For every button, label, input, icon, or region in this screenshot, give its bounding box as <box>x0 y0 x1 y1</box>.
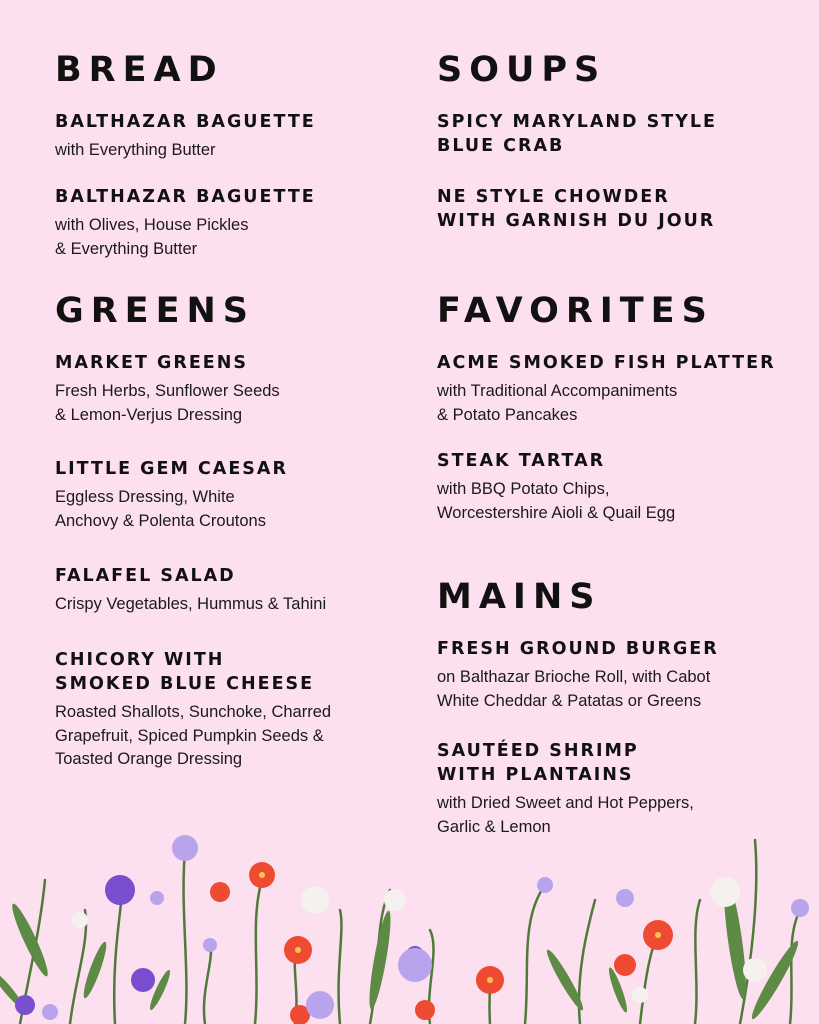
menu-item <box>437 185 807 233</box>
menu-item-description: Roasted Shallots, Sunchoke, Charred Grapefruit, Spiced Pumpkin Seeds & Toasted Orange Dressing <box>55 703 332 768</box>
menu-item-description: on Balthazar Brioche Roll, with Cabot White Cheddar & Patatas or Greens <box>437 668 711 710</box>
menu-item-name: ACME SMOKED FISH PLATTER <box>437 353 776 373</box>
section-title-mains: MAINS <box>437 577 602 617</box>
menu-item <box>55 457 405 533</box>
menu-item <box>55 351 405 427</box>
menu-item <box>55 648 405 772</box>
section-title-greens: GREENS <box>55 291 255 331</box>
menu-item-description: with BBQ Potato Chips, Worcestershire Aioli & Quail Egg <box>437 480 676 522</box>
menu-item-name: FRESH GROUND BURGER <box>437 639 719 659</box>
menu-item <box>55 110 405 163</box>
menu-item <box>437 110 807 158</box>
menu-item <box>55 564 405 617</box>
menu-item-description: Crispy Vegetables, Hummus & Tahini <box>55 595 327 613</box>
menu-item <box>437 637 807 713</box>
menu-item-name: LITTLE GEM CAESAR <box>55 459 288 479</box>
menu-item-description: Eggless Dressing, White Anchovy & Polenta Croutons <box>55 488 266 530</box>
menu-item-description: with Olives, House Pickles & Everything Butter <box>55 216 249 258</box>
menu-item-name: BALTHAZAR BAGUETTE <box>55 112 316 132</box>
wildflower-border-icon <box>0 820 819 1024</box>
menu-item-name: BALTHAZAR BAGUETTE <box>55 187 316 207</box>
menu-item <box>55 185 405 261</box>
menu-item-description: with Dried Sweet and Hot Peppers, Garlic & Lemon <box>437 794 694 836</box>
section-title-soups: SOUPS <box>437 50 607 90</box>
menu-item <box>437 351 807 427</box>
menu-item-description: with Everything Butter <box>55 141 216 159</box>
menu-item-name: SAUTÉED SHRIMP WITH PLANTAINS <box>437 741 639 785</box>
menu-item-name: MARKET GREENS <box>55 353 248 373</box>
menu-item <box>437 449 807 525</box>
menu-item-description: with Traditional Accompaniments & Potato Pancakes <box>437 382 678 424</box>
section-title-bread: BREAD <box>55 50 224 90</box>
menu-item-name: FALAFEL SALAD <box>55 566 236 586</box>
menu-item-name: NE STYLE CHOWDER WITH GARNISH DU JOUR <box>437 187 716 231</box>
menu-item-name: CHICORY WITH SMOKED BLUE CHEESE <box>55 650 315 694</box>
menu-item-name: SPICY MARYLAND STYLE BLUE CRAB <box>437 112 717 156</box>
section-title-favorites: FAVORITES <box>437 291 714 331</box>
menu-item-name: STEAK TARTAR <box>437 451 606 471</box>
menu-item-description: Fresh Herbs, Sunflower Seeds & Lemon-Verjus Dressing <box>55 382 280 424</box>
